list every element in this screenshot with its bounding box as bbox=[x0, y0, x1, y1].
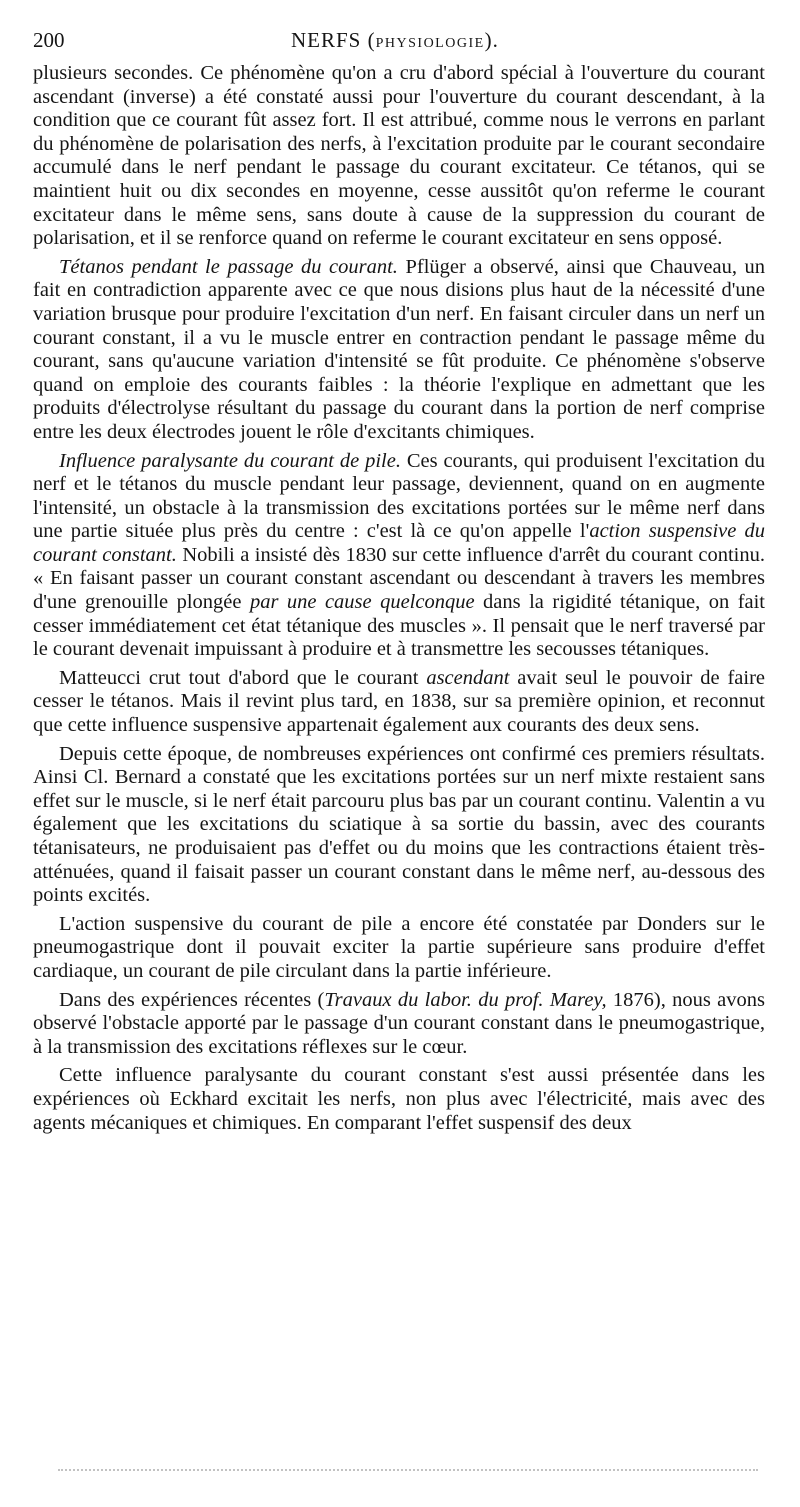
paragraph-text: avait seul le pouvoir de faire cesser le tétanos. Mais il revint plus tard, en 1838, sur sa première opinion, et reconnut que cette influence suspensive appartenait également aux courants des deux sens. bbox=[33, 666, 765, 737]
running-head-open: ( bbox=[367, 28, 376, 52]
running-head-title: NERFS bbox=[291, 28, 362, 52]
paragraph-6 bbox=[33, 913, 765, 984]
paragraph-7 bbox=[33, 989, 765, 1060]
paragraph-emphasis: par une cause quelconque bbox=[249, 591, 475, 614]
paragraph-text: dans la rigidité tétanique, on fait cesser immédiatement cet état tétanique des muscles ». Il pensait que le nerf traversé par le courant devenait impuissant à produire et à transmettre les secousses tétaniques. bbox=[33, 591, 766, 661]
paragraph-4 bbox=[33, 667, 765, 738]
paragraph-1 bbox=[33, 62, 765, 251]
paragraph-emphasis: Travaux du labor. du prof. Marey, bbox=[324, 988, 607, 1011]
paragraph-text: Nobili a insisté dès 1830 sur cette influence d'arrêt du courant continu. « En faisant passer un courant constant ascendant ou descendant à travers les membres d'une grenouille plongée bbox=[33, 543, 765, 614]
paragraph-8 bbox=[33, 1064, 765, 1135]
paragraph-2 bbox=[33, 256, 765, 445]
paragraph-lead: Influence paralysante du courant de pile. bbox=[59, 449, 401, 472]
running-head bbox=[291, 28, 499, 53]
paragraph-text: Pflüger a observé, ainsi que Chauveau, un fait en contradiction apparente avec ce que nous disions plus haut de la nécessité d'une variation brusque pour produire l'excitation d'un nerf. En faisant circuler dans un nerf un courant constant, il a vu le muscle entrer en contraction pendant le passage même du courant, sans qu'aucune variation d'intensité se fût produite. Ce phénomène s'observe quand on emploie des courants faibles : la théorie l'explique en admettant que les produits d'électrolyse résultant du passage du courant dans la portion de nerf comprise entre les deux électrodes jouent le rôle d'excitants chimiques. bbox=[33, 255, 765, 443]
paragraph-text: 1876), nous avons observé l'obstacle apporté par le passage d'un courant constant dans le pneumogastrique, à la transmission des excitations réflexes sur le cœur. bbox=[33, 988, 765, 1058]
page-number: 200 bbox=[33, 28, 65, 52]
paragraph-text: plusieurs secondes. Ce phénomène qu'on a cru d'abord spécial à l'ouverture du courant ascendant (inverse) a été constaté aussi pour l'ouverture du courant descendant, à la condition que ce courant fût assez fort. Il est attribué, comme nous le verrons en parlant du phénomène de polarisation des nerfs, à l'excitation produite par le courant secondaire accumulé dans le nerf pendant le passage du courant excitateur. Ce tétanos, qui se maintient huit ou dix secondes en moyenne, cesse aussitôt qu'on referme le courant excitateur dans le même sens, sans doute à cause de la suppression du courant de polarisation, et il se renforce quand on referme le courant excitateur en sens opposé. bbox=[33, 62, 765, 250]
paragraph-text: Depuis cette époque, de nombreuses expériences ont confirmé ces premiers résultats. Ainsi Cl. Bernard a constaté que les excitations portées sur un nerf mixte restaient sans effet sur le muscle, si le nerf était parcouru plus bas par un courant continu. Valentin a vu également que les excitations du sciatique à sa sortie du bassin, avec des courants tétanisateurs, ne produisaient pas d'effet ou du moins que les contractions étaient très-atténuées, quand il faisait passer un courant constant dans le même nerf, au-dessous des points excités. bbox=[33, 742, 765, 907]
paragraph-lead: Tétanos pendant le passage du courant. bbox=[59, 255, 398, 278]
paragraph-emphasis: action suspensive du courant constant. bbox=[33, 520, 766, 566]
paragraph-text: Matteucci crut tout d'abord que le courant bbox=[59, 666, 427, 689]
paragraph-3 bbox=[33, 450, 765, 662]
paragraph-5 bbox=[33, 743, 765, 908]
running-head-close: ). bbox=[484, 28, 499, 52]
book-page bbox=[33, 28, 765, 1135]
scan-artifact-divider bbox=[58, 1469, 758, 1475]
paragraph-text: L'action suspensive du courant de pile a encore été constatée par Donders sur le pneumogastrique dont il pouvait exciter la partie supérieure sans produire d'effet cardiaque, un courant de pile circulant dans la partie inférieure. bbox=[33, 912, 765, 982]
paragraph-text: Dans des expériences récentes ( bbox=[59, 988, 325, 1011]
paragraph-emphasis: ascendant bbox=[426, 666, 510, 689]
paragraph-text: Ces courants, qui produisent l'excitation du nerf et le tétanos du muscle pendant leur passage, deviennent, quand on en augmente l'intensité, un obstacle à la transmission des excitations portées sur le même nerf dans une partie située plus près du centre : c'est là ce qu'on appelle l' bbox=[33, 449, 766, 543]
page-header bbox=[33, 28, 765, 62]
running-head-subtitle: PHYSIOLOGIE bbox=[375, 36, 485, 51]
paragraph-text: Cette influence paralysante du courant constant s'est aussi présentée dans les expériences où Eckhard excitait les nerfs, non plus avec l'électricité, mais avec des agents mécaniques et chimiques. En comparant l'effet suspensif des deux bbox=[33, 1064, 765, 1134]
